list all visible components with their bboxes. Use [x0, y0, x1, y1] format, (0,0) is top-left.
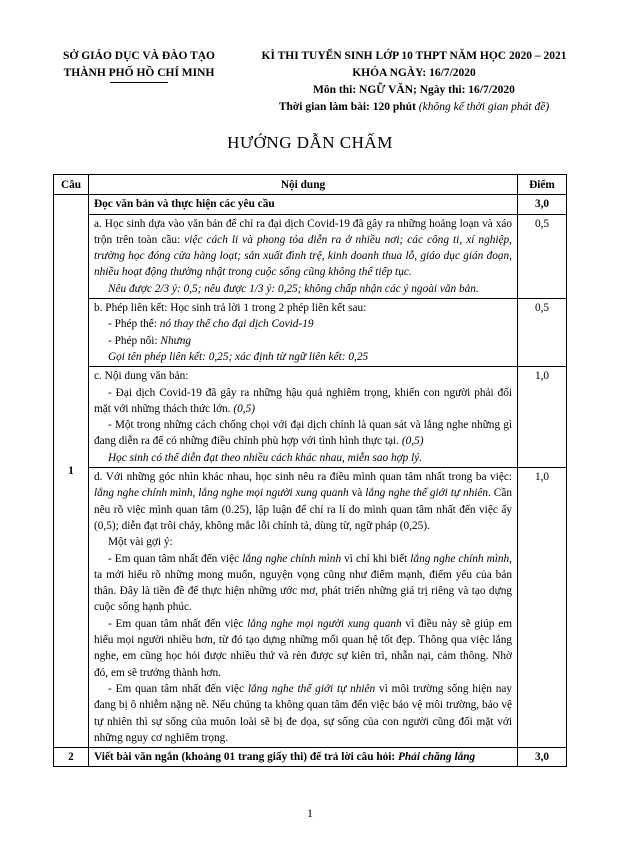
question-number-1: 1: [54, 195, 89, 748]
score-d: 1,0: [518, 468, 567, 748]
score-b: 0,5: [518, 299, 567, 367]
table-row: [54, 214, 567, 298]
department-line-2: THÀNH PHỐ HỒ CHÍ MINH: [63, 67, 215, 79]
section-title: Đọc văn bản và thực hiện các yêu cầu: [89, 195, 518, 214]
exam-duration-note: (không kể thời gian phát đề): [418, 101, 550, 113]
section-score: 3,0: [518, 195, 567, 214]
score-a: 0,5: [518, 214, 567, 298]
answer-b: b. Phép liên kết: Học sinh trả lời 1 trong 2 phép liên kết sau: - Phép thế: nó thay thế cho đại dịch Covid-19 - Phép nối: Nhưng Gọi tên phép liên kết: 0,25; xác định từ ngữ liên kết: 0,25: [89, 299, 518, 367]
answer-b-note: Gọi tên phép liên kết: 0,25; xác định từ ngữ liên kết: 0,25: [108, 350, 369, 363]
answer-a-note: Nêu được 2/3 ý: 0,5; nêu được 1/3 ý: 0,25; không chấp nhận các ý ngoài văn bản.: [108, 282, 479, 295]
exam-header: [244, 48, 584, 116]
department-line-1: SỞ GIÁO DỤC VÀ ĐÀO TẠO: [63, 50, 215, 62]
answer-d: d. Với những góc nhìn khác nhau, học sinh nêu ra điều mình quan tâm nhất trong ba việc: lắng nghe chính mình, lắng nghe mọi người xung quanh và lắng nghe thế giới tự nhiên. Cần nêu rõ việc mình quan tâm (0.25), lập luận để chỉ ra lí do mình quan tâm nhất đến việc ấy (0,5); diễn đạt trôi chảy, không mắc lỗi chính tả, dùng từ, ngữ pháp (0,25). Một vài gợi ý: - Em quan tâm nhất đến việc lắng nghe chính mình vì chỉ khi biết lắng nghe chính mình, ta mới hiểu rõ những mong muốn, nguyện vọng cũng như điểm mạnh, điểm yếu của bản thân. Đây là tiền đề để thực hiện những ước mơ, phát triển những giá trị riêng và tạo dựng cuộc sống hạnh phúc. - Em quan tâm nhất đến việc lắng nghe mọi người xung quanh vì điều này sẽ giúp em hiểu mọi người nhiều hơn, từ đó tạo dựng những mối quan hệ tốt đẹp. Thông qua việc lắng nghe, em cũng học hỏi được nhiều thứ và rèn được sự kiên trì, nhẫn nại, cảm thông. Nhờ đó, em sẽ trưởng thành hơn. - Em quan tâm nhất đến việc lắng nghe thế giới tự nhiên vì môi trường sống hiện nay đang bị ô nhiễm nặng nề. Nếu chúng ta không quan tâm đến việc bảo vệ môi trường, bảo vệ tự nhiên thì sự sống của muôn loài sẽ bị đe dọa, sự sống của con người cũng đối mặt với những nguy cơ nghiêm trọng.: [89, 468, 518, 748]
table-row: [54, 748, 567, 767]
table-row: [54, 195, 567, 214]
hint-label: Một vài gợi ý:: [108, 536, 173, 549]
column-header-noi-dung: Nội dung: [89, 175, 518, 195]
document-title: HƯỚNG DẪN CHẤM: [227, 133, 393, 152]
exam-title: KÌ THI TUYỂN SINH LỚP 10 THPT NĂM HỌC 2020 – 2021: [261, 50, 567, 62]
table-row: [54, 299, 567, 367]
exam-date: KHÓA NGÀY: 16/7/2020: [352, 67, 476, 79]
column-header-cau: Câu: [54, 175, 89, 195]
column-header-diem: Điểm: [518, 175, 567, 195]
answer-c: c. Nội dung văn bản: - Đại dịch Covid-19 đã gây ra những hậu quả nghiêm trọng, khiến con người phải đối mặt với những thách thức lớn. (0,5) - Một trong những cách chống chọi với đại dịch chính là quan sát và lắng nghe những gì đang diễn ra để có những điều chỉnh phù hợp với tình hình thực tại. (0,5) Học sinh có thể diễn đạt theo nhiều cách khác nhau, miễn sao hợp lý.: [89, 367, 518, 468]
header-divider: [110, 82, 168, 83]
question-2-score: 3,0: [518, 748, 567, 767]
exam-duration: Thời gian làm bài: 120 phút (không kể thời gian phát đề): [278, 101, 550, 113]
table-header-row: [54, 175, 567, 195]
department-header: [44, 48, 234, 83]
question-2-text: Viết bài văn ngắn (khoảng 01 trang giấy thi) để trả lời câu hỏi: Phải chăng lắng: [89, 748, 518, 767]
exam-subject: Môn thi: NGỮ VĂN; Ngày thi: 16/7/2020: [313, 84, 515, 96]
question-number-2: 2: [54, 748, 89, 767]
table-row: [54, 468, 567, 748]
answer-c-note: Học sinh có thể diễn đạt theo nhiều cách khác nhau, miễn sao hợp lý.: [108, 451, 423, 464]
answer-a: a. Học sinh dựa vào văn bản để chỉ ra đại dịch Covid-19 đã gây ra những hoảng loạn và xáo trộn trên toàn cầu: việc cách li và phong tỏa diễn ra ở nhiều nơi; các công ti, xí nghiệp, trường học đóng cửa hàng loạt; sản xuất đình trệ, kinh doanh thua lỗ, giáo dục gián đoạn, nhiều hoạt động thường nhật trong cuộc sống cũng không thể tiếp tục. Nêu được 2/3 ý: 0,5; nêu được 1/3 ý: 0,25; không chấp nhận các ý ngoài văn bản.: [89, 214, 518, 298]
page-number: 1: [307, 806, 313, 820]
grading-table: [53, 174, 567, 767]
table-row: [54, 367, 567, 468]
score-c: 1,0: [518, 367, 567, 468]
